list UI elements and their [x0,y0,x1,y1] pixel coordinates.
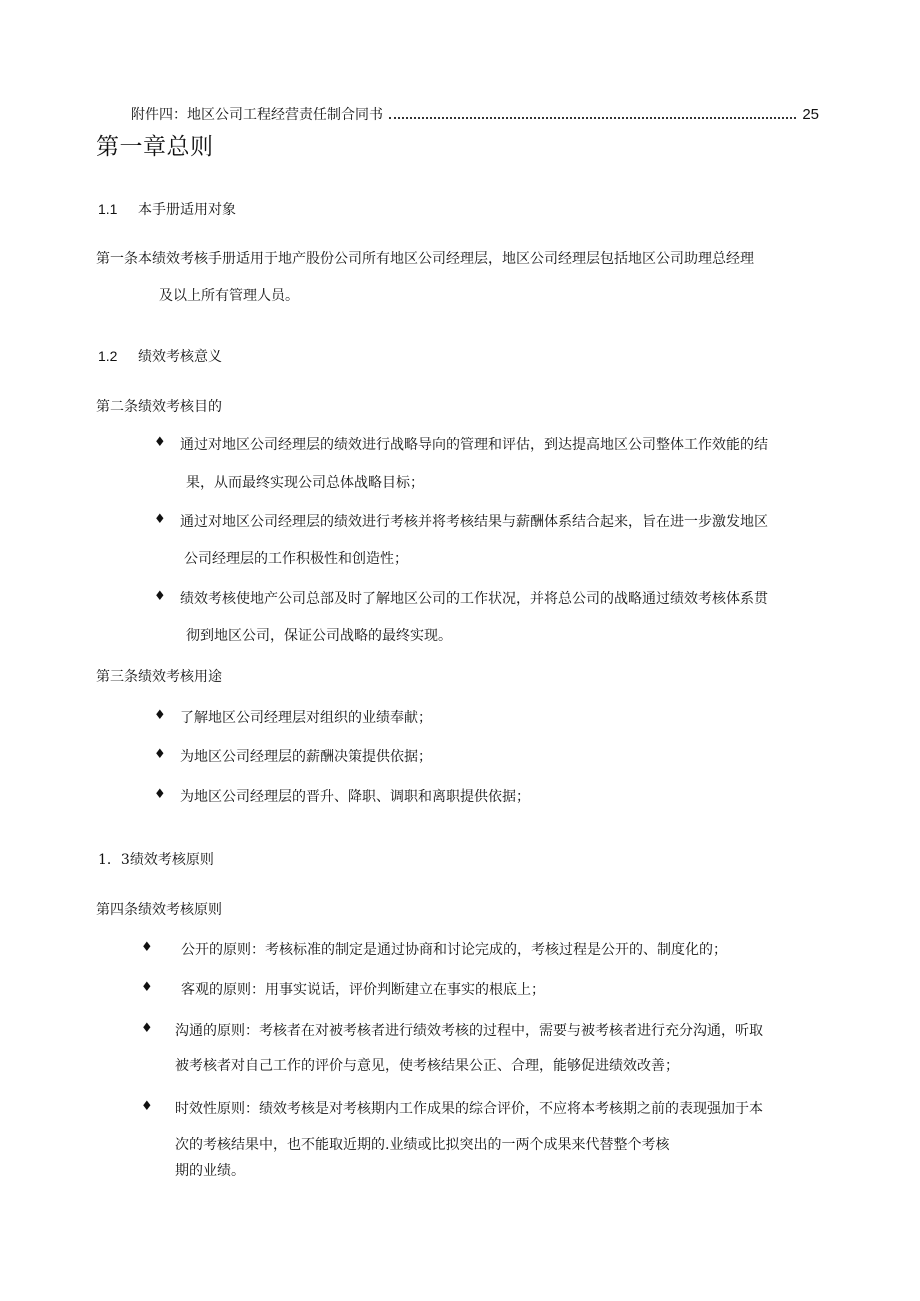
section-heading-1-1 [98,199,236,219]
toc-leader-dots [389,117,796,119]
diamond-bullet-icon: ♦ [141,1099,153,1114]
diamond-bullet-icon: ♦ [141,940,153,955]
article-4-heading: 第四条绩效考核原则 [96,902,222,918]
article-1-line-1: 第一条本绩效考核手册适用于地产股份公司所有地区公司经理层，地区公司经理层包括地区公司助理总经理 [96,251,754,267]
toc-entry-page: 25 [802,105,819,123]
article-3-heading: 第三条绩效考核用途 [96,669,222,685]
principle-3-line-1: 沟通的原则：考核者在对被考核者进行绩效考核的过程中，需要与被考核者进行充分沟通，听取 [175,1023,763,1039]
diamond-bullet-icon: ♦ [141,980,153,995]
section-number: 1.1 [98,201,118,217]
diamond-bullet-icon: ♦ [154,787,166,802]
use-2: 为地区公司经理层的薪酬决策提供依据； [180,749,432,765]
toc-entry[interactable] [131,103,819,125]
section-title: 绩效考核意义 [138,349,222,365]
section-heading-1-2 [98,346,222,366]
principle-2: 客观的原则：用事实说话，评价判断建立在事实的根底上； [181,982,545,998]
toc-entry-text: 附件四：地区公司工程经营责任制合同书 [131,107,383,123]
purpose-1-line-2: 果，从而最终实现公司总体战略目标； [186,475,424,491]
purpose-1-line-1: 通过对地区公司经理层的绩效进行战略导向的管理和评估，到达提高地区公司整体工作效能的结 [180,437,768,453]
purpose-3-line-2: 彻到地区公司，保证公司战略的最终实现。 [186,628,452,644]
use-1: 了解地区公司经理层对组织的业绩奉献； [180,710,432,726]
diamond-bullet-icon: ♦ [141,1021,153,1036]
chapter-title: 第一章总则 [96,134,214,160]
section-number: 1.2 [98,348,118,364]
diamond-bullet-icon: ♦ [154,708,166,723]
use-3: 为地区公司经理层的晋升、降职、调职和离职提供依据； [180,789,530,805]
purpose-3-line-1: 绩效考核使地产公司总部及时了解地区公司的工作状况，并将总公司的战略通过绩效考核体系贯 [180,591,768,607]
purpose-2-line-2: 公司经理层的工作积极性和创造性； [184,551,408,567]
diamond-bullet-icon: ♦ [154,589,166,604]
diamond-bullet-icon: ♦ [154,747,166,762]
purpose-2-line-1: 通过对地区公司经理层的绩效进行考核并将考核结果与薪酬体系结合起来，旨在进一步激发地区 [180,514,768,530]
principle-4-line-2: 次的考核结果中，也不能取近期的.业绩或比拟突出的一两个成果来代替整个考核 [175,1137,670,1153]
article-1-line-2: 及以上所有管理人员。 [159,288,299,304]
principle-4-line-1: 时效性原则：绩效考核是对考核期内工作成果的综合评价，不应将本考核期之前的表现强加于本 [175,1101,763,1117]
diamond-bullet-icon: ♦ [154,435,166,450]
article-2-heading: 第二条绩效考核目的 [96,399,222,415]
principle-1: 公开的原则：考核标准的制定是通过协商和讨论完成的，考核过程是公开的、制度化的； [181,942,727,958]
section-title: 本手册适用对象 [138,202,236,218]
principle-3-line-2: 被考核者对自己工作的评价与意见，使考核结果公正、合理，能够促进绩效改善； [175,1058,679,1074]
principle-4-line-3: 期的业绩。 [175,1163,245,1179]
section-heading-1-3: 1．3绩效考核原则 [98,852,214,868]
diamond-bullet-icon: ♦ [154,512,166,527]
